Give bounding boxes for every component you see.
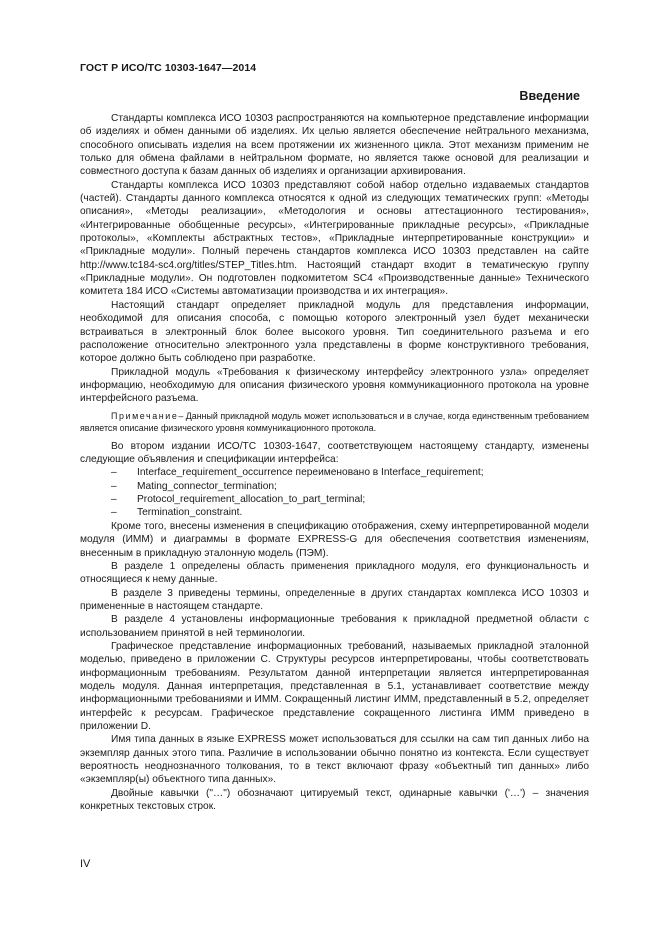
paragraph-section-4: В разделе 4 установлены информационные требования к прикладной предметной области с использованием принятой в ней терминологии. — [80, 614, 589, 639]
list-item — [80, 493, 589, 506]
paragraph-second-edition: Во втором издании ИСО/ТС 10303-1647, соответствующем настоящему стандарту, изменены следующие объявления и спецификации интерфейса: — [80, 440, 589, 465]
list-item-text: Mating_connector_termination; — [137, 480, 277, 492]
paragraph-module-information: Прикладной модуль «Требования к физическому интерфейсу электронного узла» определяет информацию, необходимую для описания физического уровня коммуникационного протокола на уровне интерфейсного разъема. — [80, 366, 589, 405]
paragraph-graphical-representation: Графическое представление информационных требований, называемых прикладной эталонной моделью, приведено в приложении С. Структуры ресурсов интерпретированы, чтобы соответствовать информационным требованиям. Результатом данной интерпретации является интерпретированная модель модуля. Данная интерпретация, представленная в 5.1, устанавливает соответствие между информационными требованиями и ИММ. Сокращенный листинг ИММ, представленный в 5.2, определяет интерфейс к ресурсам. Графическое представление сокращенного листинга ИММ приведено в приложении D. — [80, 640, 589, 732]
standard-id-header: ГОСТ Р ИСО/ТС 10303-1647—2014 — [80, 62, 257, 74]
list-dash: – — [111, 494, 117, 506]
paragraph-section-3: В разделе 3 приведены термины, определенные в других стандартах комплекса ИСО 10303 и примененные в настоящем стандарте. — [80, 587, 589, 612]
list-item-text: Termination_constraint. — [137, 507, 243, 519]
paragraph-scope: Стандарты комплекса ИСО 10303 распространяются на компьютерное представление информации об изделиях и обмен данными об изделиях. Их целью является обеспечение нейтрального механизма, способного описывать изделия на всем протяжении их жизненного цикла. Этот механизм применим не только для обмена файлами в нейтральном формате, но является также основой для реализации и совместного доступа к базам данных об изделиях и организации архивирования. — [80, 113, 589, 178]
paragraph-series-structure: Стандарты комплекса ИСО 10303 представляют собой набор отдельно издаваемых стандартов (частей). Стандарты данного комплекса относятся к одной из следующих тематических групп: «Методы описания», «Методы реализации», «Методология и основы аттестационного тестирования», «Интегрированные обобщенные ресурсы», «Интегрированные прикладные ресурсы», «Прикладные протоколы», «Комплекты абстрактных тестов», «Прикладные интерпретированные конструкции» и «Прикладные модули». Полный перечень стандартов комплекса ИСО 10303 представлен на сайте http://www.tc184-sc4.org/titles/STEP_Titles.htm. Настоящий стандарт входит в тематическую группу «Прикладные модули». Он подготовлен подкомитетом SC4 «Производственные данные» Технического комитета 184 ИСО «Системы автоматизации производства и их интеграция». — [80, 179, 589, 298]
paragraph-express-types: Имя типа данных в языке EXPRESS может использоваться для ссылки на сам тип данных либо на экземпляр данных этого типа. Различие в использовании обычно понятно из контекста. Если существует вероятность неоднозначного толкования, то в текст включают фразу «объектный тип данных» либо «экземпляр(ы) объектного типа данных». — [80, 734, 589, 786]
note-label: Примечание — [111, 410, 179, 421]
paragraph-mapping-changes: Кроме того, внесены изменения в спецификацию отображения, схему интерпретированной модели модуля (ИММ) и диаграммы в формате EXPRESS-G для обеспечения соответствия изменениям, внесенным в прикладную эталонную модель (ПЭМ). — [80, 520, 589, 559]
list-item — [80, 466, 589, 479]
note-text: – Данный прикладной модуль может использоваться и в случае, когда единственным требованием является описание физического уровня коммуникационного протокола. — [80, 410, 589, 433]
paragraph-module-purpose: Настоящий стандарт определяет прикладной модуль для представления информации, необходимой для описания способа, с помощью которого электронный узел будет механически встраиваться в электронный блок более высокого уровня. Тип соединительного разъема и его расположение относительно электронного узла представлены в форме конструктивного требования, которое должно быть соблюдено при разработке. — [80, 299, 589, 365]
list-item-text: Interface_requirement_occurrence переименовано в Interface_requirement; — [137, 467, 484, 479]
note — [80, 410, 589, 434]
list-item-text: Protocol_requirement_allocation_to_part_terminal; — [137, 494, 366, 506]
list-item — [80, 480, 589, 493]
document-body — [80, 112, 589, 813]
page-number: IV — [80, 858, 91, 870]
changed-declarations-list — [80, 466, 589, 520]
list-dash: – — [111, 480, 117, 492]
list-dash: – — [111, 507, 117, 519]
list-dash: – — [111, 467, 117, 479]
paragraph-quotes: Двойные кавычки ("…") обозначают цитируемый текст, одинарные кавычки ('…') – значения конкретных текстовых строк. — [80, 787, 589, 813]
paragraph-section-1: В разделе 1 определены область применения прикладного модуля, его функциональность и относящиеся к нему данные. — [80, 560, 589, 586]
list-item — [80, 506, 589, 519]
section-title: Введение — [519, 89, 580, 103]
